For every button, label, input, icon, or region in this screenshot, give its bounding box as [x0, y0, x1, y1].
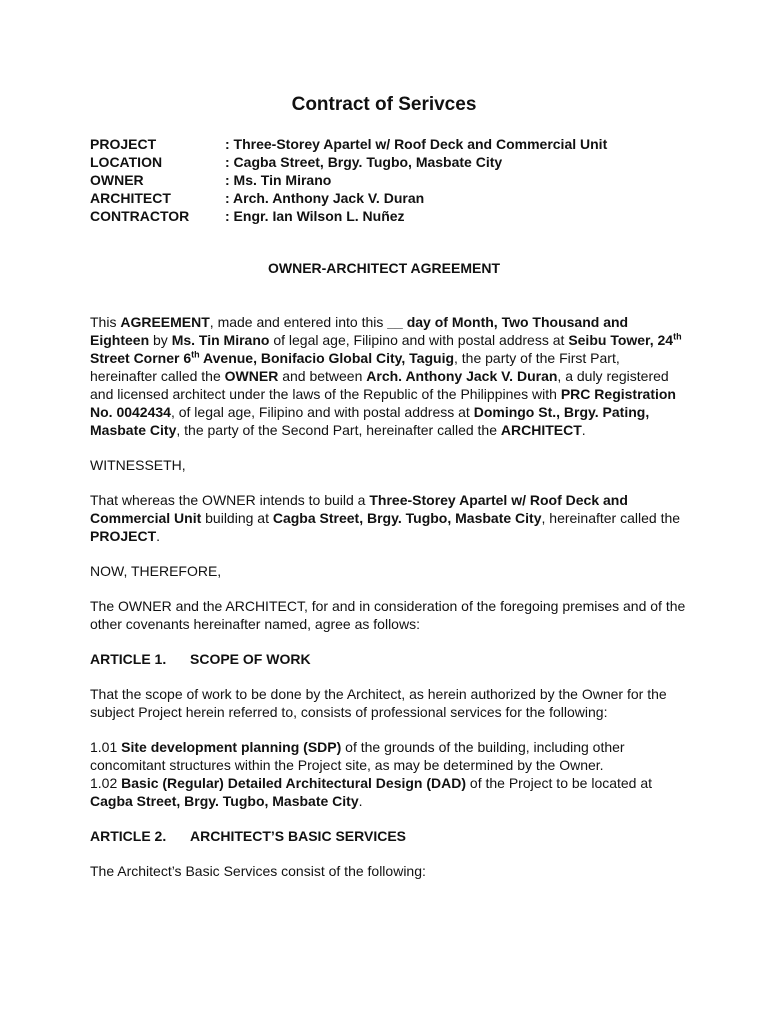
- contract-body: [90, 313, 690, 897]
- article-1-heading: ARTICLE 1. SCOPE OF WORK: [90, 651, 311, 667]
- header-value: : Cagba Street, Brgy. Tugbo, Masbate City: [225, 154, 503, 170]
- header-value: : Ms. Tin Mirano: [225, 172, 332, 188]
- article-2-intro: The Architect’s Basic Services consist of the following:: [90, 863, 426, 879]
- header-row-contractor: [90, 207, 710, 225]
- header-value: : Engr. Ian Wilson L. Nuñez: [225, 208, 405, 224]
- article-1-item-1: 1.01 Site development planning (SDP) of the grounds of the building, including other concomitant structures within the Project site, as may be determined by the Owner.: [90, 739, 625, 773]
- project-header-table: [90, 135, 710, 225]
- consideration-paragraph: The OWNER and the ARCHITECT, for and in consideration of the foregoing premises and of the other covenants hereinafter named, agree as follows:: [90, 598, 686, 632]
- header-row-project: [90, 135, 710, 153]
- therefore-paragraph: NOW, THEREFORE,: [90, 563, 222, 579]
- header-row-location: [90, 153, 710, 171]
- witnesseth-paragraph: WITNESSETH,: [90, 457, 186, 473]
- agreement-subtitle: OWNER-ARCHITECT AGREEMENT: [267, 260, 501, 276]
- header-label: LOCATION: [90, 154, 163, 170]
- article-1-item-2: 1.02 Basic (Regular) Detailed Architectural Design (DAD) of the Project to be located at Cagba Street, Brgy. Tugbo, Masbate City.: [90, 775, 653, 809]
- whereas-paragraph: That whereas the OWNER intends to build a Three-Storey Apartel w/ Roof Deck and Commercial Unit building at Cagba Street, Brgy. Tugbo, Masbate City, hereinafter called the PROJECT.: [90, 492, 681, 544]
- agreement-paragraph: This AGREEMENT, made and entered into this __ day of Month, Two Thousand and Eighteen by Ms. Tin Mirano of legal age, Filipino and with postal address at Seibu Tower, 24th Street Corner 6th Avenue, Bonifacio Global City, Taguig, the party of the First Part, hereinafter called the OWNER and between Arch. Anthony Jack V. Duran, a duly registered and licensed architect under the laws of the Republic of the Philippines with PRC Registration No. 0042434, of legal age, Filipino and with postal address at Domingo St., Brgy. Pating, Masbate City, the party of the Second Part, hereinafter called the ARCHITECT.: [90, 314, 682, 438]
- article-2-heading: ARTICLE 2. ARCHITECT’S BASIC SERVICES: [90, 828, 406, 844]
- header-label: ARCHITECT: [90, 190, 171, 206]
- header-row-architect: [90, 189, 710, 207]
- header-value: : Three-Storey Apartel w/ Roof Deck and Commercial Unit: [225, 136, 608, 152]
- document-title: Contract of Serivces: [291, 94, 477, 115]
- header-value: : Arch. Anthony Jack V. Duran: [225, 190, 425, 206]
- header-label: OWNER: [90, 172, 144, 188]
- header-row-owner: [90, 171, 710, 189]
- header-label: CONTRACTOR: [90, 208, 190, 224]
- header-label: PROJECT: [90, 136, 157, 152]
- article-1-intro: That the scope of work to be done by the Architect, as herein authorized by the Owner for the subject Project herein referred to, consists of professional services for the following:: [90, 686, 667, 720]
